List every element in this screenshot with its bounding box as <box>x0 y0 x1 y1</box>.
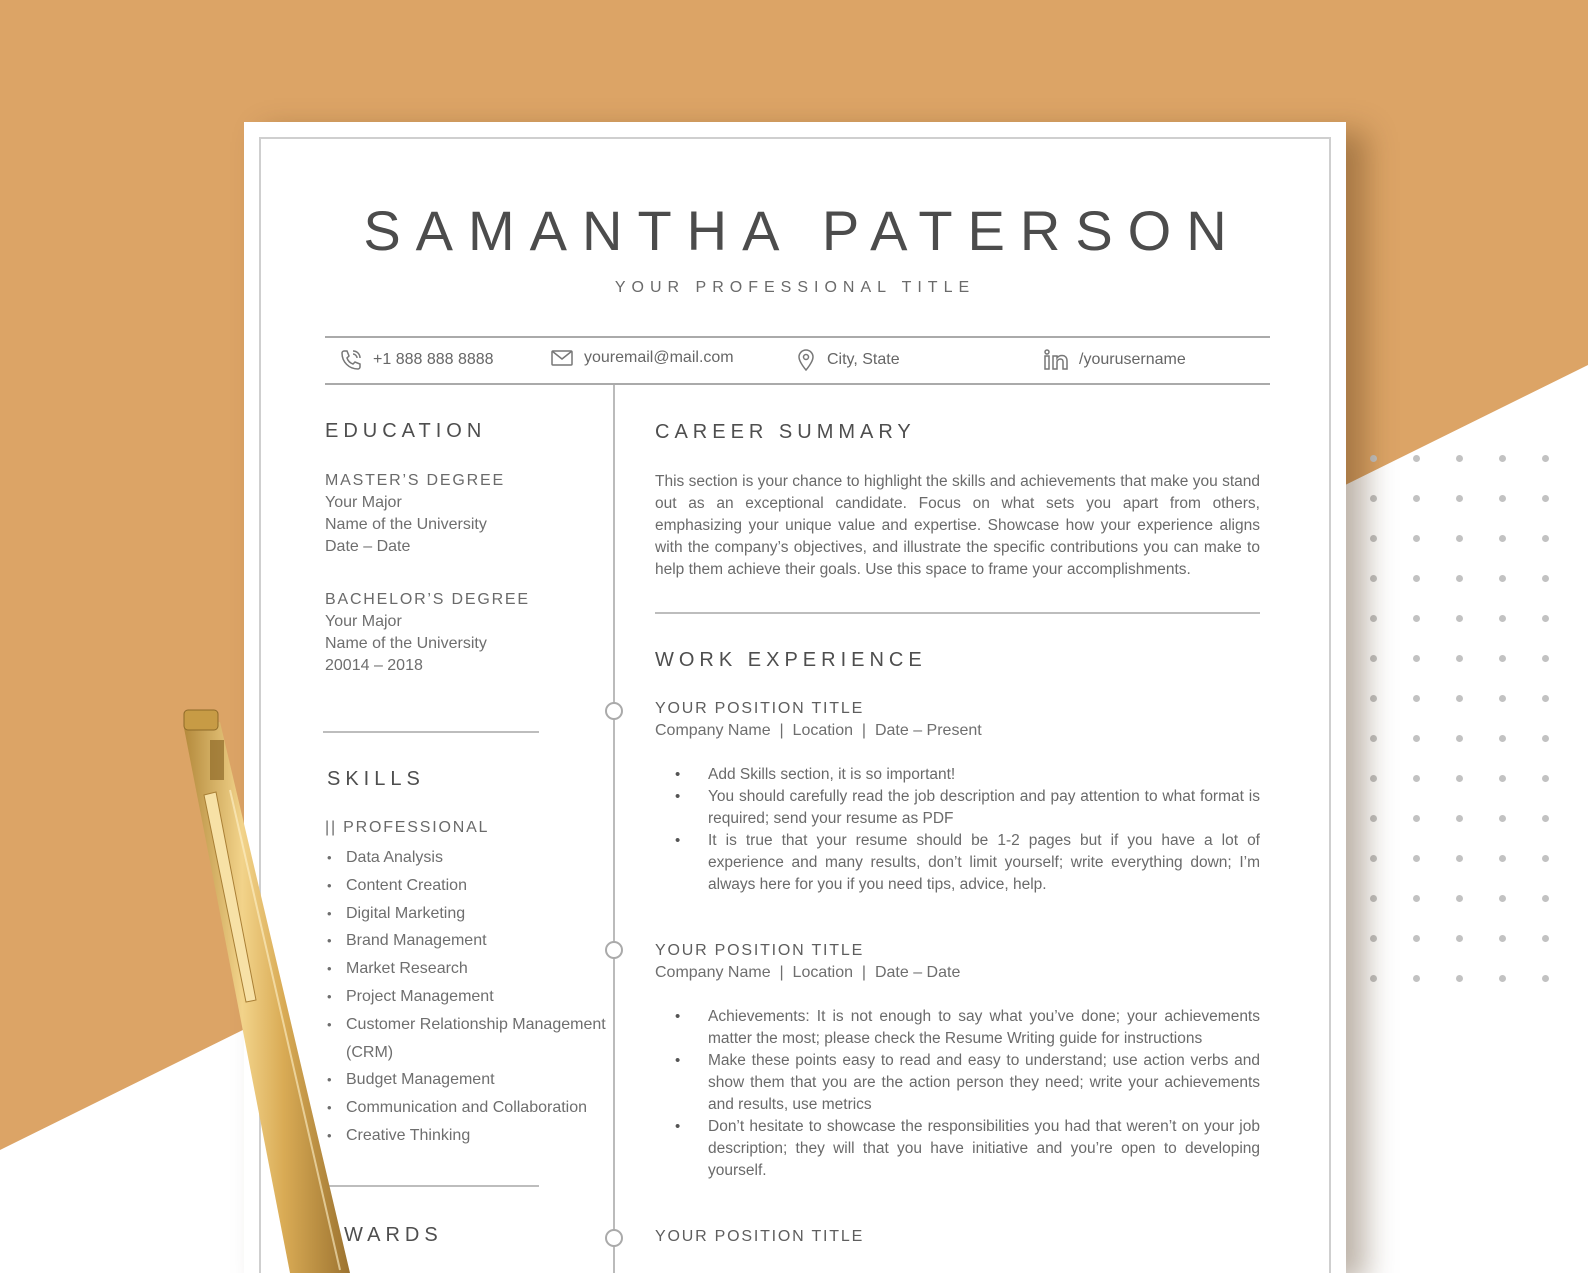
pattern-dot <box>1542 935 1549 942</box>
skill-item: • Brand Management <box>325 927 615 955</box>
pattern-dot <box>1370 855 1377 862</box>
education-heading: EDUCATION <box>325 420 487 442</box>
degree-title: MASTER’S DEGREE <box>325 472 505 489</box>
pattern-dot <box>1370 735 1377 742</box>
location-pin-icon <box>795 348 817 372</box>
skill-item: • Budget Management <box>325 1066 615 1094</box>
pattern-dot <box>1413 535 1420 542</box>
pattern-dot <box>1542 575 1549 582</box>
phone-icon <box>339 348 363 372</box>
pattern-dot <box>1542 775 1549 782</box>
degree-university: Name of the University <box>325 516 487 533</box>
contact-email <box>550 348 734 368</box>
skill-item: • Market Research <box>325 955 615 983</box>
degree-university: Name of the University <box>325 635 487 652</box>
pattern-dot <box>1456 535 1463 542</box>
pattern-dot <box>1370 575 1377 582</box>
education-entry <box>325 470 565 558</box>
job-bullet: • It is true that your resume should be 1-2 pages but if you have a lot of experience and many results, don’t limit yourself; write everything down; I’m always here for you if you need tips, advice, help. <box>655 830 1260 896</box>
pattern-dot <box>1370 775 1377 782</box>
pattern-dot <box>1456 695 1463 702</box>
degree-major: Your Major <box>325 613 402 630</box>
resume-name: SAMANTHA PATERSON <box>363 199 1242 262</box>
pattern-dot <box>1456 775 1463 782</box>
pattern-dot <box>1499 855 1506 862</box>
pattern-dot <box>1370 935 1377 942</box>
pattern-dot <box>1370 655 1377 662</box>
job-title: YOUR POSITION TITLE <box>655 700 865 717</box>
pattern-dot <box>1542 735 1549 742</box>
pattern-dot <box>1413 495 1420 502</box>
section-divider <box>655 612 1260 614</box>
job-bullets <box>655 764 1260 896</box>
pattern-dot <box>1499 975 1506 982</box>
skill-item: • Customer Relationship Management (CRM) <box>325 1011 615 1067</box>
pattern-dot <box>1370 895 1377 902</box>
mail-icon <box>550 348 574 368</box>
pattern-dot <box>1413 655 1420 662</box>
job-title: YOUR POSITION TITLE <box>655 942 865 959</box>
pattern-dot <box>1413 895 1420 902</box>
pattern-dot <box>1499 695 1506 702</box>
pattern-dot <box>1413 615 1420 622</box>
pattern-dot <box>1456 975 1463 982</box>
pattern-dot <box>1499 535 1506 542</box>
professional-title: YOUR PROFESSIONAL TITLE <box>614 279 976 296</box>
pattern-dot <box>1542 655 1549 662</box>
skills-subheading: || PROFESSIONAL <box>325 819 490 836</box>
pattern-dot <box>1413 855 1420 862</box>
pattern-dot <box>1370 815 1377 822</box>
pattern-dot <box>1499 815 1506 822</box>
linkedin-text: /yourusername <box>1079 351 1186 368</box>
job-meta: Company Name | Location | Date – Present <box>655 722 982 739</box>
job-bullet: • Achievements: It is not enough to say what you’ve done; your achievements matter the most; please check the Resume Writing guide for instructions <box>655 1006 1260 1050</box>
job-bullet: • Don’t hesitate to showcase the responsibilities you had that weren’t on your job description; they will that you have initiative and you’re open to developing yourself. <box>655 1116 1260 1182</box>
linkedin-icon <box>1043 348 1069 372</box>
job-title: YOUR POSITION TITLE <box>655 1228 865 1245</box>
timeline-marker <box>605 702 623 720</box>
job-bullets <box>655 1006 1260 1182</box>
pattern-dot <box>1499 455 1506 462</box>
pattern-dot <box>1499 495 1506 502</box>
pattern-dot <box>1413 815 1420 822</box>
job-meta: Company Name | Location | Date – Date <box>655 964 961 981</box>
skills-heading: SKILLS <box>327 768 425 790</box>
timeline-marker <box>605 1229 623 1247</box>
pattern-dot <box>1542 975 1549 982</box>
pattern-dot <box>1370 535 1377 542</box>
dot-pattern <box>1370 455 1588 1015</box>
skill-item: • Digital Marketing <box>325 900 615 928</box>
degree-major: Your Major <box>325 494 402 511</box>
pattern-dot <box>1499 575 1506 582</box>
pattern-dot <box>1413 775 1420 782</box>
contact-bar <box>325 336 1270 385</box>
career-summary-text: This section is your chance to highlight the skills and achievements that make you stand out as an exceptional candidate. Focus on what sets you apart from others, emphasizing your unique value and expertise. Showcase how your experience aligns with the company’s objectives, and illustrate the specific contributions you can make to help them achieve their goals. Use this space to frame your accomplishments. <box>655 473 1260 578</box>
pattern-dot <box>1456 495 1463 502</box>
pattern-dot <box>1456 735 1463 742</box>
pattern-dot <box>1413 695 1420 702</box>
career-summary-heading: CAREER SUMMARY <box>655 421 916 443</box>
pattern-dot <box>1542 615 1549 622</box>
pattern-dot <box>1413 575 1420 582</box>
skill-item: • Content Creation <box>325 872 615 900</box>
location-text: City, State <box>827 351 900 368</box>
job-bullet: • You should carefully read the job description and pay attention to what format is required; send your resume as PDF <box>655 786 1260 830</box>
pattern-dot <box>1456 575 1463 582</box>
contact-phone <box>339 348 494 372</box>
contact-linkedin <box>1043 348 1186 372</box>
pattern-dot <box>1542 535 1549 542</box>
pattern-dot <box>1456 935 1463 942</box>
pattern-dot <box>1413 975 1420 982</box>
pattern-dot <box>1499 895 1506 902</box>
resume-page <box>244 122 1346 1273</box>
pattern-dot <box>1370 455 1377 462</box>
skill-item: • Project Management <box>325 983 615 1011</box>
pattern-dot <box>1542 495 1549 502</box>
awards-heading: WARDS <box>344 1224 443 1246</box>
pattern-dot <box>1456 455 1463 462</box>
job-bullet: • Add Skills section, it is so important! <box>655 764 1260 786</box>
pattern-dot <box>1370 495 1377 502</box>
pattern-dot <box>1542 855 1549 862</box>
pattern-dot <box>1456 615 1463 622</box>
pattern-dot <box>1413 935 1420 942</box>
work-experience-heading: WORK EXPERIENCE <box>655 649 927 671</box>
skill-item: • Data Analysis <box>325 844 615 872</box>
pattern-dot <box>1499 935 1506 942</box>
pen-image <box>170 700 370 1273</box>
job-bullet: • Make these points easy to read and easy to understand; use action verbs and show them that you are the action person they need; write your achievements and results, use metrics <box>655 1050 1260 1116</box>
contact-location <box>795 348 900 372</box>
pattern-dot <box>1499 615 1506 622</box>
pattern-dot <box>1370 615 1377 622</box>
pattern-dot <box>1542 455 1549 462</box>
pattern-dot <box>1413 455 1420 462</box>
pattern-dot <box>1499 655 1506 662</box>
degree-dates: Date – Date <box>325 538 411 555</box>
pattern-dot <box>1499 775 1506 782</box>
pattern-dot <box>1456 815 1463 822</box>
degree-dates: 20014 – 2018 <box>325 657 423 674</box>
pattern-dot <box>1542 895 1549 902</box>
degree-title: BACHELOR’S DEGREE <box>325 591 530 608</box>
email-text: youremail@mail.com <box>584 349 734 366</box>
pattern-dot <box>1542 815 1549 822</box>
phone-text: +1 888 888 8888 <box>373 351 494 368</box>
pattern-dot <box>1456 655 1463 662</box>
pattern-dot <box>1370 695 1377 702</box>
education-entry <box>325 589 565 677</box>
skill-item: • Creative Thinking <box>325 1122 615 1150</box>
pattern-dot <box>1499 735 1506 742</box>
pattern-dot <box>1542 695 1549 702</box>
pattern-dot <box>1456 855 1463 862</box>
skill-item: • Communication and Collaboration <box>325 1094 615 1122</box>
pattern-dot <box>1456 895 1463 902</box>
pattern-dot <box>1370 975 1377 982</box>
pattern-dot <box>1413 735 1420 742</box>
